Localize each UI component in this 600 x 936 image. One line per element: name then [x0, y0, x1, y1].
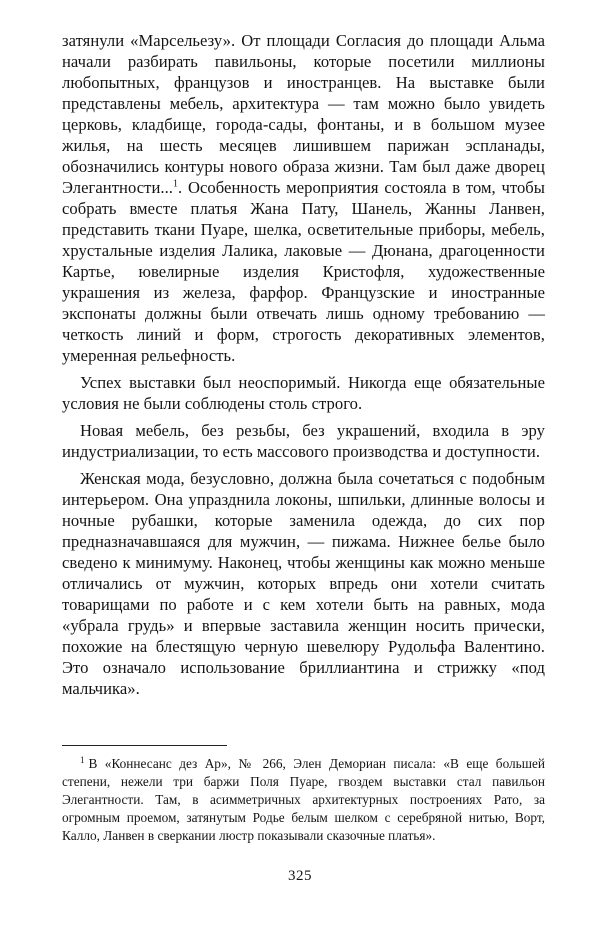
paragraph-furniture: Новая мебель, без резьбы, без украшений, входила в эру индустриализации, то есть массового производства и доступности.	[62, 421, 545, 461]
page-number: 325	[288, 868, 312, 884]
paragraph-fashion: Женская мода, безусловно, должна была сочетаться с подобным интерьером. Она упразднила локоны, шпильки, длинные волосы и ночные рубашки, которые заменила одежда, до сих пор предназначавшаяся для мужчин, — пижама. Нижнее белье было сведено к минимуму. Наконец, чтобы женщины как можно меньше отличались от мужчин, которых впредь они хотели считать товарищами по работе и с кем хотели быть на равных, мода «убрала грудь» и впервые заставила женщин носить прически, похожие на блестящую черную шевелюру Рудольфа Валентино. Это означало использование бриллиантина и стрижку «под мальчика».	[62, 469, 545, 698]
paragraph-text: . Особенность мероприятия состояла в том, чтобы собрать вместе платья Жана Пату, Шанель, Жанны Ланвен, представить ткани Пуаре, шелка, осветительные приборы, мебель, хрустальные изделия Лалика, лаковые — Дюнана, драгоценности Картье, ювелирные изделия Кристофля, художественные украшения из железа, фарфор. Французские и иностранные экспонаты должны были отвечать лишь одному требованию — четкость линий и форм, строгость декоративных элементов, умеренная рельефность.	[62, 178, 545, 365]
footnote	[62, 755, 545, 845]
page-body	[62, 30, 545, 699]
paragraph-exhibition	[62, 30, 545, 366]
footnote-divider	[62, 745, 227, 746]
paragraph-text: затянули «Марсельезу». От площади Согласия до площади Альма начали разбирать павильоны, которые посетили миллионы любопытных, французов и иностранцев. На выставке были представлены мебель, архитектура — там можно было увидеть церковь, кладбище, города-сады, фонтаны, и в большом музее жилья, на шесть месяцев лишившем парижан эспланады, обозначились контуры нового образа жизни. Там был даже дворец Элегантности...	[62, 31, 545, 197]
footnote-reference: 1	[172, 178, 179, 190]
footnote-number: 1	[80, 754, 85, 765]
paragraph-success: Успех выставки был неоспоримый. Никогда еще обязательные условия не были соблюдены столь строго.	[62, 373, 545, 413]
footnote-text: В «Коннесанс дез Ар», № 266, Элен Демориан писала: «В еще большей степени, нежели три баржи Поля Пуаре, гвоздем выставки стал павильон Элегантности. Там, в асимметричных архитектурных построениях Рато, за огромным проемом, затянутым Родье белым шелком с серебряной нитью, Ворт, Калло, Ланвен в сверкании люстр показывали сказочные платья».	[62, 756, 545, 843]
body-text	[62, 30, 545, 699]
